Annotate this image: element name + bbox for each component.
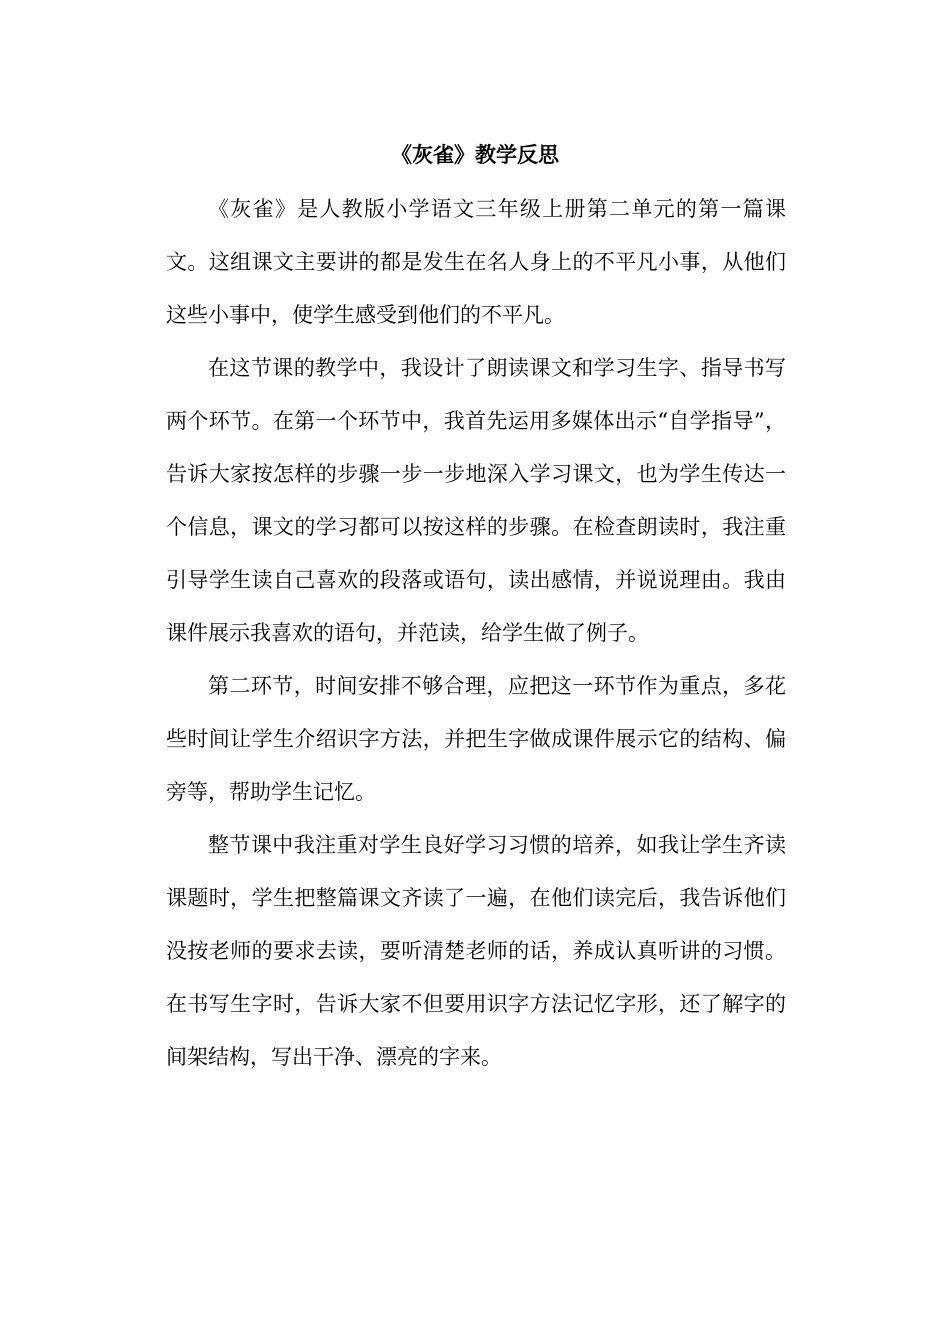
- paragraph: 《灰雀》是人教版小学语文三年级上册第二单元的第一篇课文。这组课文主要讲的都是发生在名人身上的不平凡小事，从他们这些小事中，使学生感受到他们的不平凡。: [166, 197, 786, 327]
- paragraph: 第二环节，时间安排不够合理，应把这一环节作为重点，多花些时间让学生介绍识字方法，并把生字做成课件展示它的结构、偏旁等，帮助学生记忆。: [166, 674, 786, 804]
- paragraph: 整节课中我注重对学生良好学习习惯的培养，如我让学生齐读课题时，学生把整篇课文齐读了一遍，在他们读完后，我告诉他们没按老师的要求去读，要听清楚老师的话，养成认真听讲的习惯。在书写生字时，告诉大家不但要用识字方法记忆字形，还了解字的间架结构，写出干净、漂亮的字来。: [166, 833, 786, 1069]
- paragraph: 在这节课的教学中，我设计了朗读课文和学习生字、指导书写两个环节。在第一个环节中，我首先运用多媒体出示“自学指导”，告诉大家按怎样的步骤一步一步地深入学习课文，也为学生传达一个信息，课文的学习都可以按这样的步骤。在检查朗读时，我注重引导学生读自己喜欢的段落或语句，读出感情，并说说理由。我由课件展示我喜欢的语句，并范读，给学生做了例子。: [166, 356, 786, 645]
- document-body: [166, 183, 786, 1084]
- document-title: 《灰雀》教学反思: [391, 142, 559, 167]
